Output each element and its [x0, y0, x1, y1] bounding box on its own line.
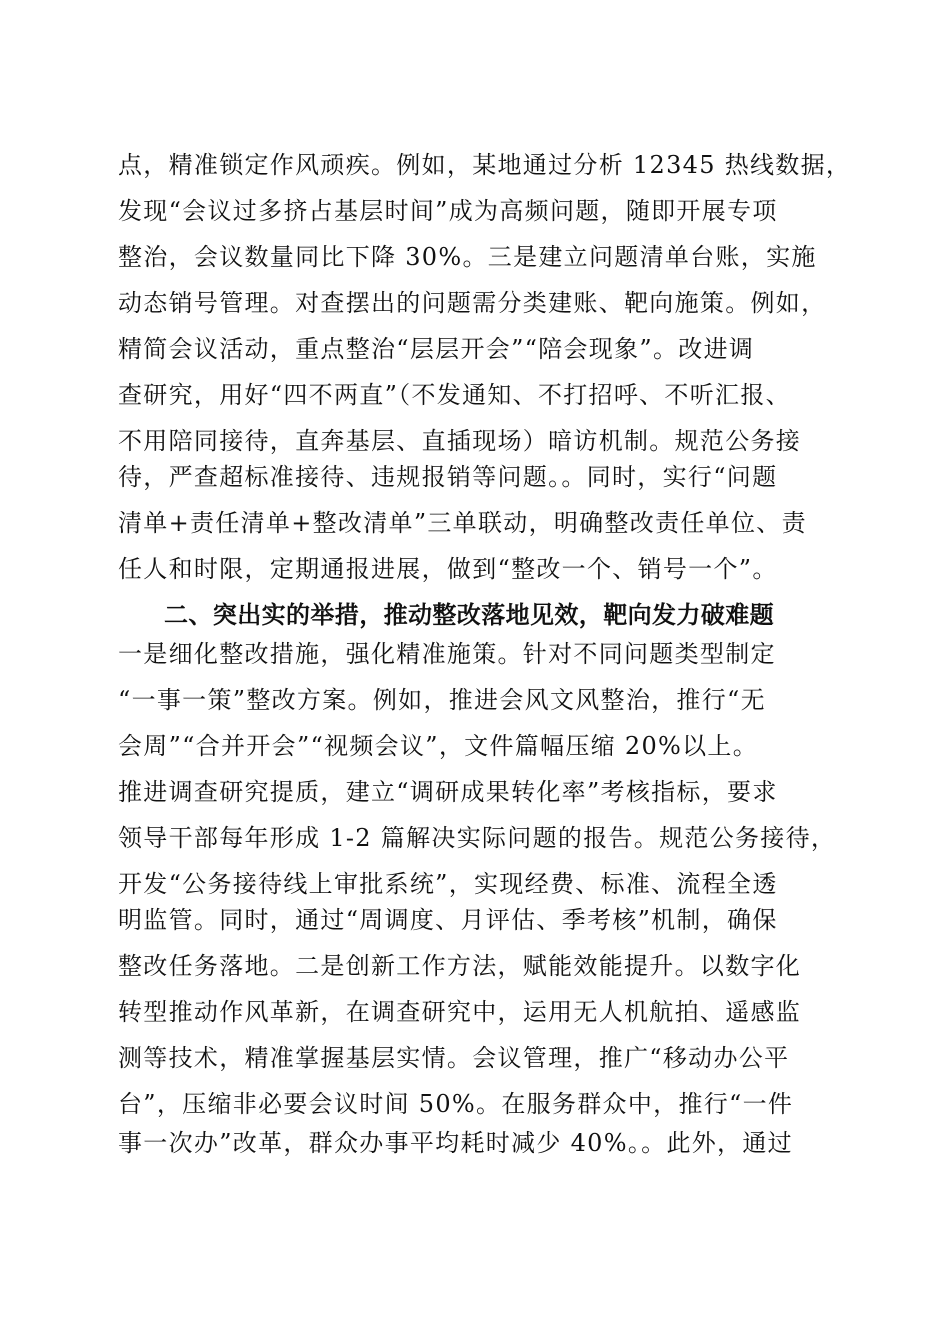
- section-heading: 二、突出实的举措，推动整改落地见效，靶向发力破难题: [164, 601, 774, 629]
- body-text-line: 会周”“合并开会”“视频会议”，文件篇幅压缩 20%以上。: [118, 732, 759, 760]
- body-text-line: 推进调查研究提质，建立“调研成果转化率”考核指标，要求: [118, 778, 778, 806]
- body-text-line: 任人和时限，定期通报进展，做到“整改一个、销号一个”。: [118, 555, 778, 583]
- body-text-line: 台”，压缩非必要会议时间 50%。在服务群众中，推行“一件: [118, 1090, 794, 1118]
- body-text-line: 明监管。同时，通过“周调度、月评估、季考核”机制，确保: [118, 906, 778, 934]
- body-text-line: 整治，会议数量同比下降 30%。三是建立问题清单台账，实施: [118, 243, 817, 271]
- body-text-line: “一事一策”整改方案。例如，推进会风文风整治，推行“无: [118, 686, 766, 714]
- body-text-line: 不用陪同接待，直奔基层、直插现场）暗访机制。规范公务接: [118, 427, 802, 455]
- body-text-line: 测等技术，精准掌握基层实情。会议管理，推广“移动办公平: [118, 1044, 790, 1072]
- body-text-line: 点，精准锁定作风顽疾。例如，某地通过分析 12345 热线数据，: [118, 151, 852, 179]
- body-text-line: 精简会议活动，重点整治“层层开会”“陪会现象”。改进调: [118, 335, 755, 363]
- body-text-line: 动态销号管理。对查摆出的问题需分类建账、靶向施策。例如，: [118, 289, 827, 317]
- body-text-line: 领导干部每年形成 1-2 篇解决实际问题的报告。规范公务接待，: [118, 824, 837, 852]
- body-text-line: 发现“会议过多挤占基层时间”成为高频问题，随即开展专项: [118, 197, 778, 225]
- body-text-line: 清单+责任清单+整改清单”三单联动，明确整改责任单位、责: [118, 509, 807, 537]
- body-text-line: 一是细化整改措施，强化精准施策。针对不同问题类型制定: [118, 640, 776, 668]
- body-text-line: 开发“公务接待线上审批系统”，实现经费、标准、流程全透: [118, 870, 778, 898]
- body-text-line: 事一次办”改革，群众办事平均耗时减少 40%。。此外，通过: [118, 1129, 793, 1157]
- body-text-line: 待，严查超标准接待、违规报销等问题。。同时，实行“问题: [118, 463, 778, 491]
- body-text-line: 转型推动作风革新，在调查研究中，运用无人机航拍、遥感监: [118, 998, 802, 1026]
- body-text-line: 整改任务落地。二是创新工作方法，赋能效能提升。以数字化: [118, 952, 802, 980]
- body-text-line: 查研究，用好“四不两直”（不发通知、不打招呼、不听汇报、: [118, 381, 791, 409]
